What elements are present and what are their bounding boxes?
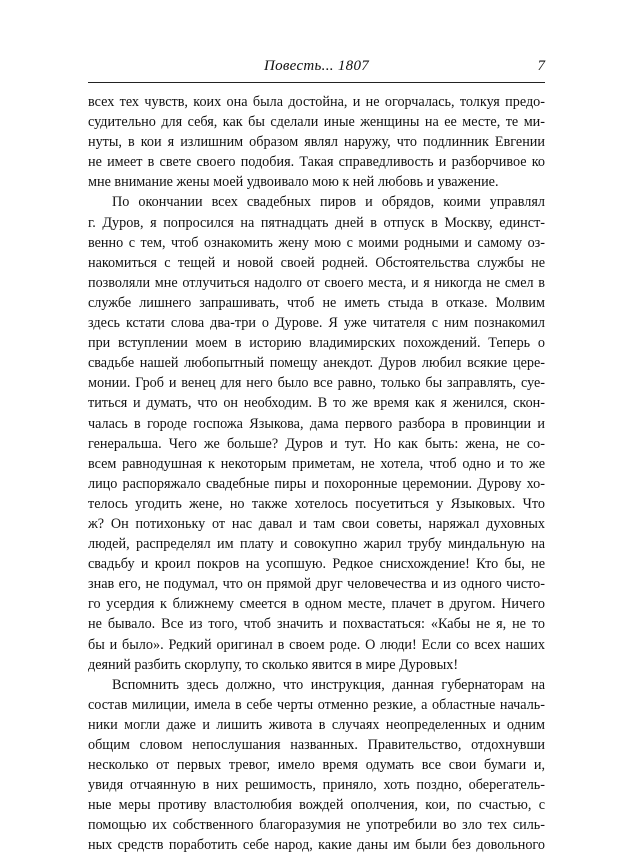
- text-line: службе лишнего запрашивать, чтоб не иметь стыда в отказе. Молвим: [88, 294, 545, 311]
- running-title: Повесть... 1807: [263, 58, 370, 74]
- text-line: г. Дуров, я попросился на пятнадцать дней в отпуск в Москву, единст-: [88, 214, 545, 231]
- text-line: накомиться с тещей и новой своей родней. Обстоятельства службы не: [88, 254, 545, 271]
- text-line: помощью их собственного благоразумия не употребили во зло тех силь-: [88, 817, 545, 834]
- text-line: свадьбу и кроил покров на усопшую. Редкое снисхождение! Кто бы, не: [88, 556, 545, 573]
- text-line: лицо распоряжало свадебные пиры и похоронные церемонии. Дурову хо-: [88, 475, 545, 492]
- text-line: свадьбе нашей любопытный помещу анекдот. Дуров любил всякие цере-: [88, 355, 545, 372]
- page-number: 7: [537, 58, 545, 74]
- text-line: венно с тем, чтоб ознакомить жену мою с моими родными и самому оз-: [88, 234, 545, 251]
- text-line: деяний разбить скорлупу, то сколько явится в мире Дуровых!: [88, 656, 459, 673]
- page-header: [88, 58, 545, 80]
- text-line: мне внимание жены моей удвоивало мою к ней любовь и уважение.: [88, 174, 499, 191]
- text-line: монии. Гроб и венец для него было все равно, только бы заправлять, суе-: [88, 375, 545, 392]
- text-line: увидя отчаянную в них решимость, приняло, хоть поздно, оберегатель-: [88, 777, 545, 794]
- text-line: общим словом непослушания названных. Правительство, отдохнувши: [88, 737, 545, 753]
- text-line: несколько от первых тревог, имело время одумать все свои бумаги и,: [88, 757, 545, 774]
- text-line: ж? Он потихоньку от нас давал и там свои советы, наряжал духовных: [88, 515, 545, 532]
- text-line: нуты, в кои я излишним образом являл наружу, что подлинник Евгении: [88, 134, 545, 151]
- text-line: По окончании всех свадебных пиров и обрядов, коими управлял: [112, 194, 545, 211]
- text-line: людей, распределял им плату и совокупно жарил трубу миндальную на: [88, 536, 545, 553]
- text-line: ники могли даже и лишить живота в случаях неопределенных и одним: [88, 716, 545, 733]
- text-line: генеральша. Чего же больше? Дуров и тут. Но как быть: жена, не со-: [88, 435, 545, 452]
- text-line: титься и думать, что он необходим. В то же время как я женился, скон-: [88, 395, 545, 412]
- text-line: состав милиции, имела в себе черты отменно резкие, а областные началь-: [88, 696, 545, 713]
- paragraph: [88, 92, 545, 192]
- text-line: ных средств поработить себе народ, какие даны им были без довольного: [88, 837, 545, 854]
- text-line: Вспомнить здесь должно, что инструкция, данная губернаторам на: [112, 676, 545, 693]
- paragraph: [88, 675, 545, 856]
- text-line: судительно для себя, как бы сделали иные женщины на ее месте, те ми-: [88, 114, 545, 131]
- body-text: [88, 92, 545, 856]
- text-line: чалась в городе госпожа Языкова, дама первого разбора в провинции и: [88, 415, 545, 432]
- text-line: телось угодить жене, но также хотелось посуетиться у Языковых. Что: [88, 495, 545, 512]
- text-line: бы и было». Редкий оригинал в своем роде. О люди! Если со всех наших: [88, 636, 545, 653]
- text-line: здесь кстати слова два-три о Дурове. Я уже читателя с ним познакомил: [88, 315, 545, 332]
- header-rule: [88, 82, 545, 83]
- text-line: знав его, не подумал, что он прямой друг человечества и из одного чисто-: [88, 576, 545, 593]
- text-line: ные меры противу властолюбия вождей ополчения, кои, по счастью, с: [88, 797, 545, 814]
- paragraph: [88, 192, 545, 674]
- text-line: при вступлении моем в историю владимирских похождений. Теперь о: [88, 335, 545, 352]
- text-line: позволяли мне отлучиться надолго от своего места, и я никогда не смел в: [88, 274, 545, 291]
- text-line: всех тех чувств, коих она была достойна, и не огорчалась, толкуя предо-: [88, 94, 545, 110]
- text-line: не бывало. Все из того, чтоб значить и похвастаться: «Кабы не я, не то: [88, 616, 545, 633]
- text-line: го усердия к ближнему смеется в одном месте, плачет в другом. Ничего: [88, 596, 545, 613]
- text-line: всем равнодушная к некоторым приметам, не хотела, чтоб одно и то же: [88, 455, 545, 472]
- text-line: не имеет в свете своего подобия. Такая справедливость и разборчивое ко: [88, 154, 545, 171]
